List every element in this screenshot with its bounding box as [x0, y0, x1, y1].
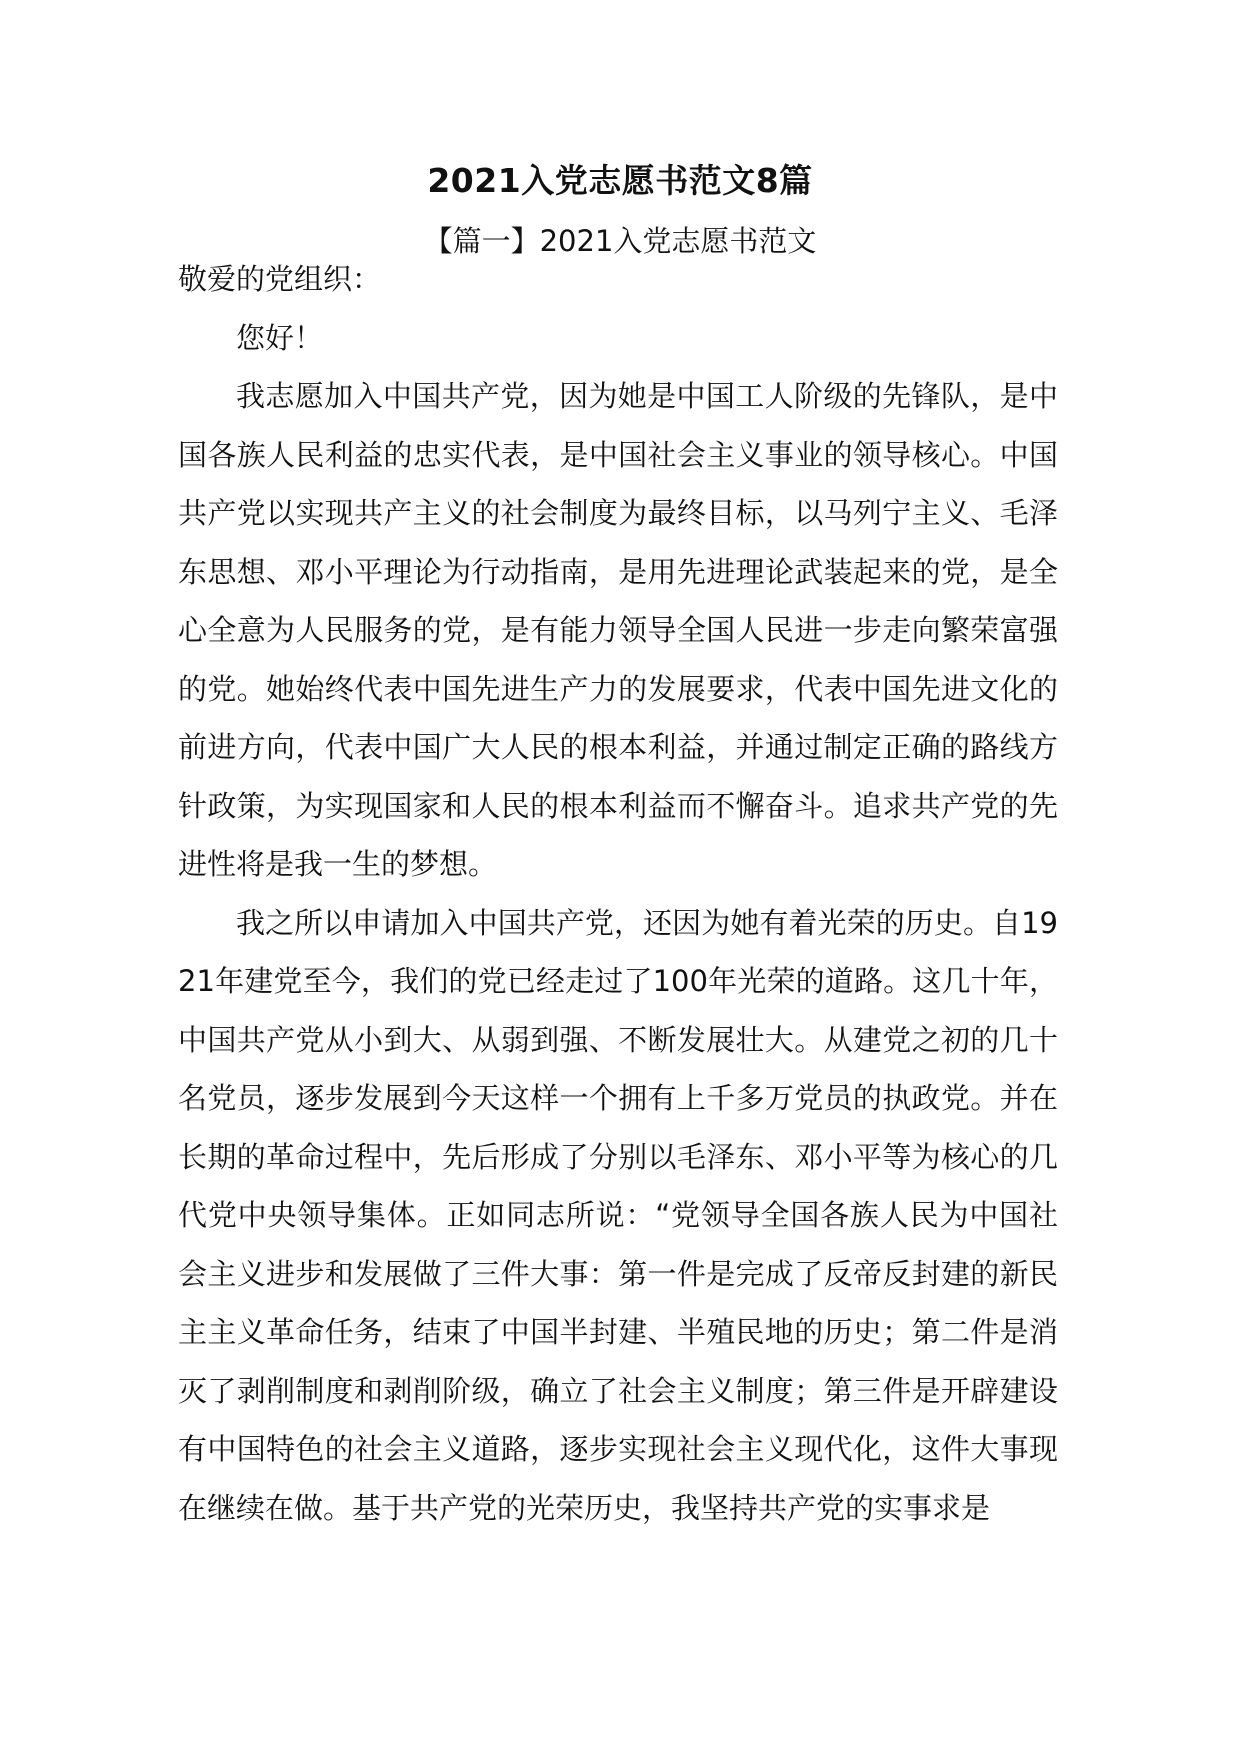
greeting: 您好！ [236, 320, 324, 355]
document-title: 2021入党志愿书范文8篇 [427, 161, 813, 200]
section-heading: 【篇一】2021入党志愿书范文 [423, 224, 817, 258]
salutation: 敬爱的党组织： [178, 262, 382, 296]
document-body [178, 250, 1058, 1537]
body-paragraph-1: 我志愿加入中国共产党，因为她是中国工人阶级的先锋队，是中国各族人民利益的忠实代表，是中国社会主义事业的领导核心。中国共产党以实现共产主义的社会制度为最终目标，以马列宁主义、毛泽东思想、邓小平理论为行动指南，是用先进理论武装起来的党，是全心全意为人民服务的党，是有能力领导全国人民进一步走向繁荣富强的党。她始终代表中国先进生产力的发展要求，代表中国先进文化的前进方向，代表中国广大人民的根本利益，并通过制定正确的路线方针政策，为实现国家和人民的根本利益而不懈奋斗。追求共产党的先进性将是我一生的梦想。 [178, 379, 1058, 881]
body-paragraph-2: 我之所以申请加入中国共产党，还因为她有着光荣的历史。自1921年建党至今，我们的党已经走过了100年光荣的道路。这几十年，中国共产党从小到大、从弱到强、不断发展壮大。从建党之初的几十名党员，逐步发展到今天这样一个拥有上千多万党员的执政党。并在长期的革命过程中，先后形成了分别以毛泽东、邓小平等为核心的几代党中央领导集体。正如同志所说：“党领导全国各族人民为中国社会主义进步和发展做了三件大事：第一件是完成了反帝反封建的新民主主义革命任务，结束了中国半封建、半殖民地的历史；第二件是消灭了剥削制度和剥削阶级，确立了社会主义制度；第三件是开辟建设有中国特色的社会主义道路，逐步实现社会主义现代化，这件大事现在继续在做。基于共产党的光荣历史，我坚持共产党的实事求是 [178, 905, 1058, 1525]
